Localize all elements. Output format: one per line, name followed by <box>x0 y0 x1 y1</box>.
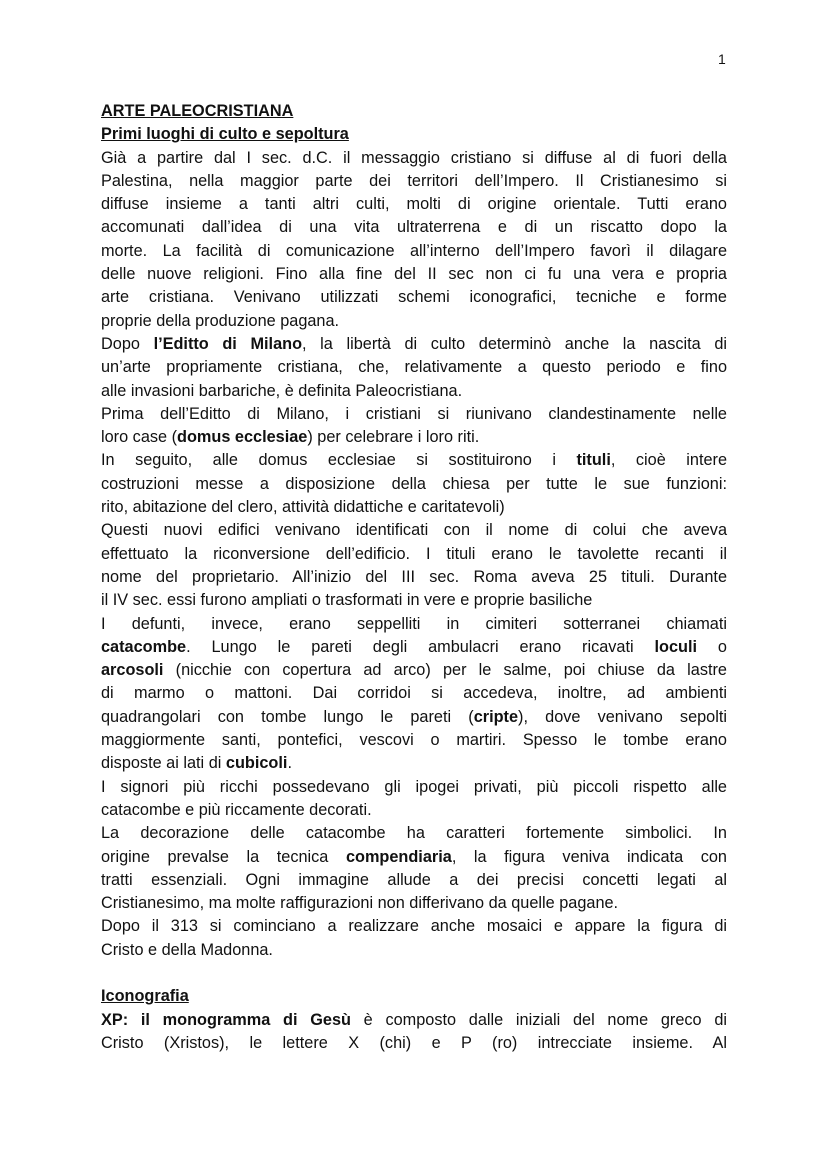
text-run: ) per celebrare i loro riti. <box>307 428 480 447</box>
text-line <box>101 216 727 239</box>
text-run: tratti essenziali. Ogni immagine allude a dei precisi concetti legati al <box>101 870 727 889</box>
text-run: disposte ai lati di <box>101 754 226 773</box>
text-run: (nicchie con copertura ad arco) per le salme, poi chiuse da lastre <box>163 661 727 680</box>
page-number: 1 <box>718 51 726 67</box>
bold-term: cripte <box>473 707 519 726</box>
text-line <box>101 822 727 845</box>
text-line <box>101 310 727 333</box>
text-line <box>101 1032 727 1055</box>
text-run: , la libertà di culto determinò anche la nascita di <box>302 334 727 353</box>
text-line <box>101 449 727 472</box>
text-line <box>101 776 727 799</box>
text-run: . <box>287 754 292 773</box>
text-line <box>101 426 727 449</box>
text-run: alle invasioni barbariche, è definita Paleocristiana. <box>101 381 463 400</box>
bold-term: l’Editto di Milano <box>153 334 303 353</box>
text-run: ), dove venivano sepolti <box>518 707 727 726</box>
text-line <box>101 147 727 170</box>
text-line <box>101 752 727 775</box>
bold-term: compendiaria <box>345 847 452 866</box>
text-line <box>101 240 727 263</box>
bold-term: XP: il monogramma di Gesù <box>101 1010 351 1029</box>
text-line <box>101 473 727 496</box>
text-line <box>101 543 727 566</box>
text-line <box>101 706 727 729</box>
text-line <box>101 519 727 542</box>
text-line <box>101 636 727 659</box>
text-line <box>101 729 727 752</box>
text-line <box>101 286 727 309</box>
text-run: , la figura veniva indicata con <box>451 847 727 866</box>
text-line <box>101 962 727 985</box>
text-run: catacombe e più riccamente decorati. <box>101 800 372 819</box>
text-line <box>101 1009 727 1032</box>
text-run: Prima dell’Editto di Milano, i cristiani si riunivano clandestinamente nelle <box>101 404 727 423</box>
text-run: Palestina, nella maggior parte dei territori dell’Impero. Il Cristianesimo si <box>101 171 727 190</box>
text-line <box>101 123 727 146</box>
document-body <box>101 100 727 1055</box>
text-run: costruzioni messe a disposizione della chiesa per tutte le sue funzioni: <box>101 474 727 493</box>
text-line <box>101 915 727 938</box>
text-run: Cristo (Xristos), le lettere X (chi) e P (ro) intrecciate insieme. Al <box>101 1033 727 1052</box>
section-heading: ARTE PALEOCRISTIANA <box>101 102 294 120</box>
text-line <box>101 380 727 403</box>
text-line <box>101 403 727 426</box>
bold-term: domus ecclesiae <box>177 428 308 447</box>
text-line <box>101 333 727 356</box>
text-line <box>101 985 727 1008</box>
text-run: Dopo <box>101 334 154 353</box>
text-line <box>101 682 727 705</box>
bold-term: catacombe <box>101 637 187 656</box>
bold-term: loculi <box>654 637 698 656</box>
text-run: , cioè intere <box>610 451 727 470</box>
text-run: Cristo e della Madonna. <box>101 940 273 959</box>
text-run: Questi nuovi edifici venivano identificati con il nome di colui che aveva <box>101 521 727 540</box>
text-run: loro case ( <box>101 428 178 447</box>
text-run: delle nuove religioni. Fino alla fine del II sec non ci fu una vera e propria <box>101 265 727 284</box>
text-run: rito, abitazione del clero, attività didattiche e caritatevoli) <box>101 498 505 517</box>
text-run: quadrangolari con tombe lungo le pareti ( <box>101 707 474 726</box>
text-run: La decorazione delle catacombe ha caratteri fortemente simbolici. In <box>101 824 727 843</box>
text-run: nome del proprietario. All’inizio del III sec. Roma aveva 25 tituli. Durante <box>101 567 727 586</box>
text-run: . Lungo le pareti degli ambulacri erano ricavati <box>186 637 655 656</box>
text-run: diffuse insieme a tanti altri culti, molti di origine orientale. Tutti erano <box>101 195 727 214</box>
text-run: è composto dalle iniziali del nome greco di <box>350 1010 727 1029</box>
text-line <box>101 170 727 193</box>
text-line <box>101 846 727 869</box>
text-line <box>101 263 727 286</box>
text-run: arte cristiana. Venivano utilizzati schemi iconografici, tecniche e forme <box>101 288 727 307</box>
text-line <box>101 892 727 915</box>
text-run: Già a partire dal I sec. d.C. il messaggio cristiano si diffuse al di fuori della <box>101 148 727 167</box>
text-line <box>101 193 727 216</box>
text-run: I signori più ricchi possedevano gli ipogei privati, più piccoli rispetto alle <box>101 777 727 796</box>
text-line <box>101 589 727 612</box>
text-run: Cristianesimo, ma molte raffigurazioni non differivano da quelle pagane. <box>101 894 619 913</box>
text-run: morte. La facilità di comunicazione all’interno dell’Impero favorì il dilagare <box>101 241 727 260</box>
section-heading: Primi luoghi di culto e sepoltura <box>101 125 349 144</box>
text-run: origine prevalse la tecnica <box>101 847 346 866</box>
text-line <box>101 356 727 379</box>
text-run: Dopo il 313 si cominciano a realizzare anche mosaici e appare la figura di <box>101 917 727 936</box>
text-line <box>101 566 727 589</box>
text-run: o <box>697 637 727 656</box>
text-line <box>101 939 727 962</box>
bold-term: cubicoli <box>225 754 288 773</box>
text-run: il IV sec. essi furono ampliati o trasformati in vere e proprie basiliche <box>101 591 593 610</box>
bold-term: tituli <box>576 451 611 470</box>
text-line <box>101 100 727 123</box>
text-run: di marmo o mattoni. Dai corridoi si accedeva, inoltre, ad ambienti <box>101 684 727 703</box>
bold-term: arcosoli <box>101 661 164 680</box>
text-run: proprie della produzione pagana. <box>101 311 340 330</box>
text-run: effettuato la riconversione dell’edificio. I tituli erano le tavolette recanti il <box>101 544 727 563</box>
text-line <box>101 659 727 682</box>
text-run: In seguito, alle domus ecclesiae si sostituirono i <box>101 451 577 470</box>
text-line <box>101 613 727 636</box>
text-line <box>101 869 727 892</box>
text-line <box>101 799 727 822</box>
text-line <box>101 496 727 519</box>
text-run: un’arte propriamente cristiana, che, relativamente a questo periodo e fino <box>101 358 727 377</box>
text-run: maggiormente santi, pontefici, vescovi o martiri. Spesso le tombe erano <box>101 731 727 750</box>
section-heading: Iconografia <box>101 987 189 1006</box>
text-run: I defunti, invece, erano seppelliti in cimiteri sotterranei chiamati <box>101 614 727 633</box>
text-run: accomunati dall’idea di una vita ultraterrena e di un riscatto dopo la <box>101 218 727 237</box>
